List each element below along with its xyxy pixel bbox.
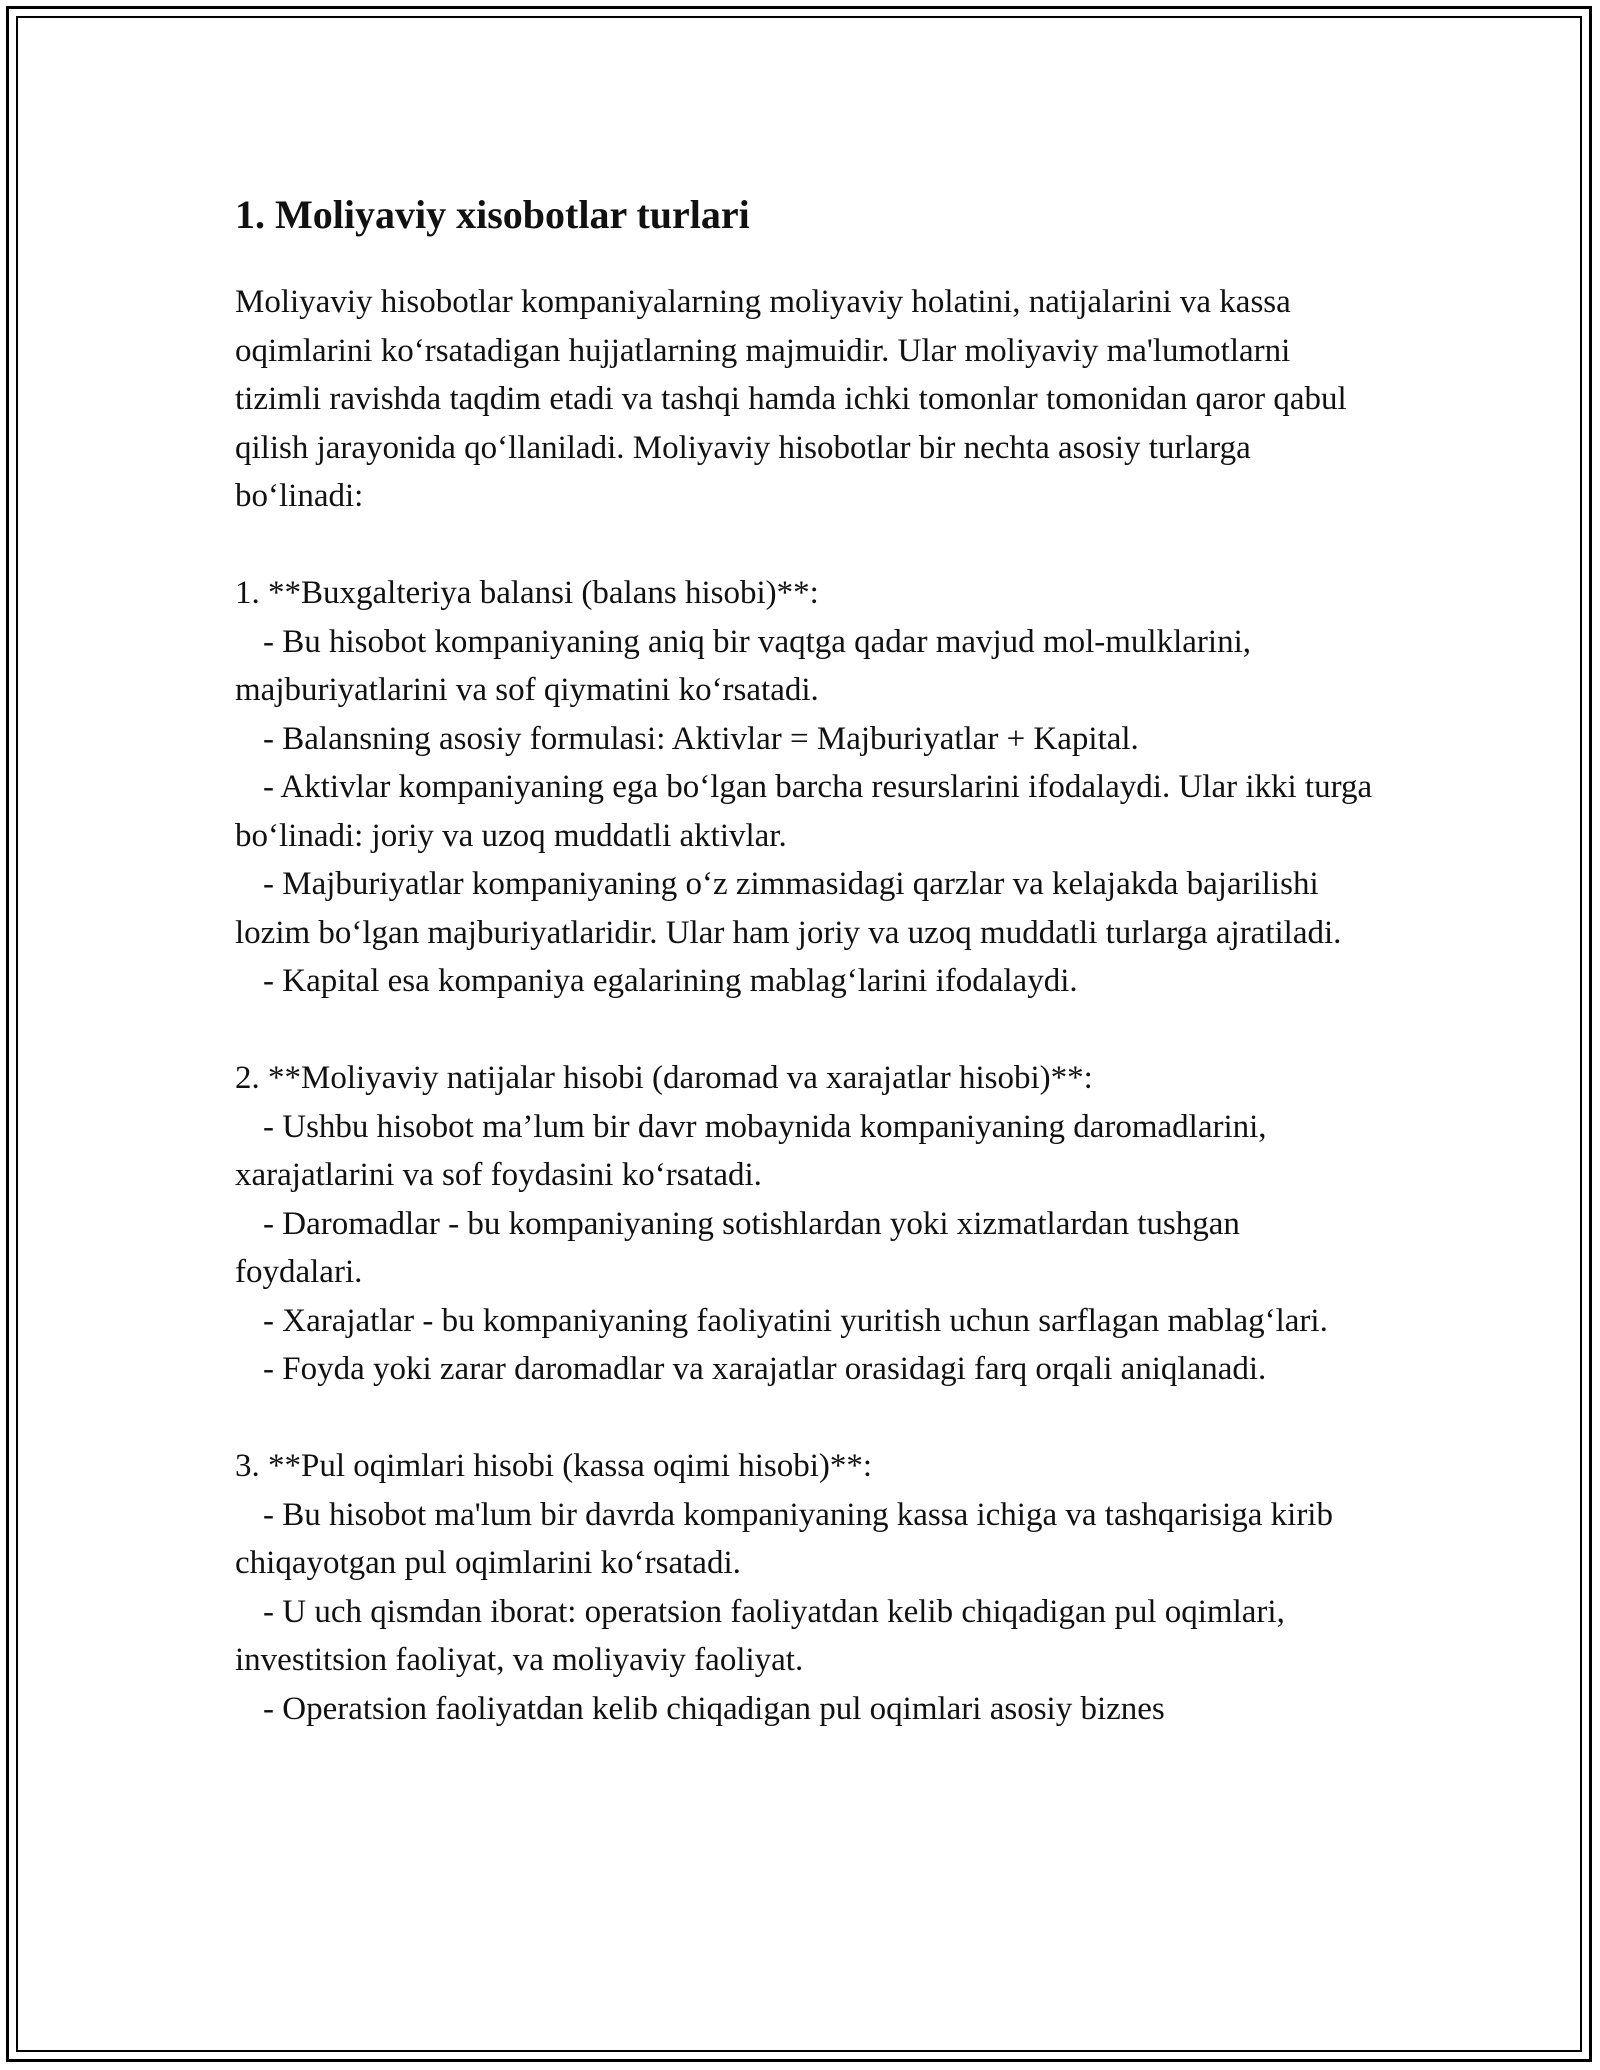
list-item: - Kapital esa kompaniya egalarining mablagʻlarini ifodalaydi. <box>263 963 1078 999</box>
document-title: 1. Moliyaviy xisobotlar turlari <box>235 192 750 237</box>
section-heading: 1. **Buxgalteriya balansi (balans hisobi)**: <box>235 575 819 611</box>
list-item: - Xarajatlar - bu kompaniyaning faoliyatini yuritish uchun sarflagan mablagʻlari. <box>263 1302 1328 1339</box>
list-item: - Majburiyatlar kompaniyaning oʻz zimmasidagi qarzlar va kelajakda bajarilishi lozim boʻlgan majburiyatlaridir. Ular ham joriy va uzoq muddatli turlarga ajratiladi. <box>235 866 1342 951</box>
intro-paragraph: Moliyaviy hisobotlar kompaniyalarning moliyaviy holatini, natijalarini va kassa oqimlarini koʻrsatadigan hujjatlarning majmuidir. Ular moliyaviy ma'lumotlarni tizimli ravishda taqdim etadi va tashqi hamda ichki tomonlar tomonidan qaror qabul qilish jarayonida qoʻllaniladi. Moliyaviy hisobotlar bir nechta asosiy turlarga boʻlinadi: <box>235 284 1347 514</box>
section-cash-flow <box>235 1442 1375 1733</box>
list-item: - U uch qismdan iborat: operatsion faoliyatdan kelib chiqadigan pul oqimlari, investitsion faoliyat, va moliyaviy faoliyat. <box>235 1593 1285 1678</box>
list-item: - Balansning asosiy formulasi: Aktivlar = Majburiyatlar + Kapital. <box>263 720 1139 757</box>
section-balance-sheet <box>235 569 1375 1006</box>
list-item: - Aktivlar kompaniyaning ega boʻlgan barcha resurslarini ifodalaydi. Ular ikki turga boʻlinadi: joriy va uzoq muddatli aktivlar. <box>235 769 1373 854</box>
list-item: - Operatsion faoliyatdan kelib chiqadigan pul oqimlari asosiy biznes <box>263 1690 1165 1727</box>
list-item: - Ushbu hisobot ma’lum bir davr mobaynida kompaniyaning daromadlarini, xarajatlarini va sof foydasini koʻrsatadi. <box>235 1108 1267 1193</box>
document-body <box>235 186 1375 1733</box>
list-item: - Daromadlar - bu kompaniyaning sotishlardan yoki xizmatlardan tushgan foydalari. <box>235 1205 1240 1290</box>
list-item: - Foyda yoki zarar daromadlar va xarajatlar orasidagi farq orqali aniqlanadi. <box>263 1351 1267 1387</box>
list-item: - Bu hisobot ma'lum bir davrda kompaniyaning kassa ichiga va tashqarisiga kirib chiqayotgan pul oqimlarini koʻrsatadi. <box>235 1496 1333 1581</box>
section-income-statement <box>235 1054 1375 1394</box>
list-item: - Bu hisobot kompaniyaning aniq bir vaqtga qadar mavjud mol-mulklarini, majburiyatlarini va sof qiymatini koʻrsatadi. <box>235 623 1251 708</box>
section-heading: 3. **Pul oqimlari hisobi (kassa oqimi hisobi)**: <box>235 1448 873 1484</box>
section-heading: 2. **Moliyaviy natijalar hisobi (daromad va xarajatlar hisobi)**: <box>235 1060 1093 1096</box>
